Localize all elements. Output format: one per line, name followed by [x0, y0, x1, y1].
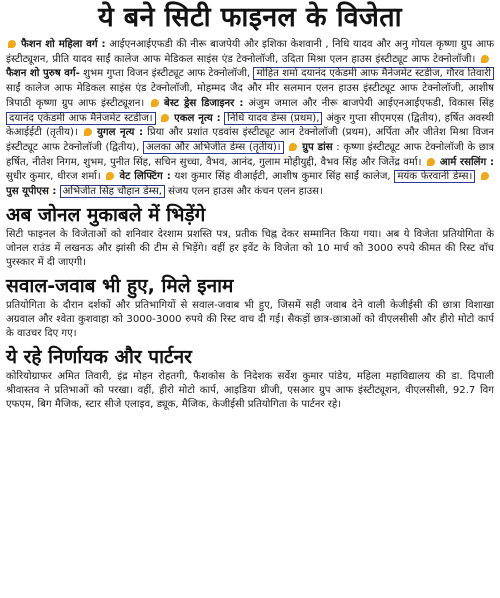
result-text: यश कुमार सिंह वीआईटी, आशीष कुमार सिंह साईं कालेज, [174, 171, 391, 183]
result-text: अंजुम जमाल और नीरू बाजपेयी आईएनआईएफडी, विकास सिंह [248, 97, 495, 109]
highlighted-name: मोहित शर्मा दयानंद एकेडमी आफ मैनेजमेंट स्टडीज, गौरव तिवारी [253, 67, 494, 80]
result-item [6, 39, 494, 65]
result-text: साईं कालेज आफ मेडिकल साइंस एंड टेक्नोलॉजी, मोहम्मद जैद और मीर सलमान एलन हाउस इंस्टीट्यूट आफ टेक्नोलॉजी, आशीष त्रिपाठी कृष्णा ग्रुप आफ इंस्टीट्यूशन। [6, 83, 494, 109]
category-label: बेस्ट ड्रेस डिजाइनर : [164, 97, 244, 109]
result-text: संजय एलन हाउस और कंचन एलन हाउस। [168, 186, 323, 198]
results-list [6, 38, 494, 200]
bullet-icon [427, 158, 435, 166]
result-text: : कृष्णा इंस्टीट्यूट आफ टेक्नोलॉजी के छात्र हर्षित, नीतेश निगम, शुभम, पुनीत सिंह, सचिन सुच्चा, वैभव, आनंद, गुलाम मोहीयुद्दी, वैभव सिंह और जितेंद्र वर्मा। [6, 141, 495, 168]
result-text: सुधीर कुमार, धीरज शर्मा। [6, 171, 101, 183]
highlighted-name: दयानंद एकेडमी आफ मैनेजमेंट स्टडीज। [6, 112, 156, 125]
section-heading: ये रहे निर्णायक और पार्टनर [6, 345, 192, 368]
bullet-icon [8, 40, 16, 48]
result-text: शुभम गुप्ता विजन इंस्टीट्यूट आफ टेक्नोलॉजी, [83, 68, 251, 80]
category-label: एकल नृत्य : [174, 112, 221, 124]
bullet-icon [289, 143, 297, 151]
category-label: पुस यूपीएस : [6, 186, 57, 198]
category-label: ग्रुप डांस [302, 141, 333, 153]
category-label: आर्म रसलिंग : [439, 156, 494, 168]
result-text: अंकुर गुप्ता सीएमएस (द्वितीय), हर्षित अवस्थी केआईईटी (तृतीय)। [6, 112, 495, 139]
category-label: फैशन शो पुरुष वर्ग- [6, 68, 80, 80]
result-text: प्रिया और प्रशांत एडवांस इंस्टीट्यूट आन टेक्नोलॉजी (प्रथम), अर्पिता और जीतेश मिश्रा विजन इंस्टीट्यूट आफ टेक्नोलॉजी (द्वितीय), [6, 127, 495, 153]
category-label: युगल नृत्य : [97, 127, 144, 139]
bullet-icon [106, 172, 114, 180]
highlighted-name: अभिजीत सिंह चौहान डेम्स, [60, 185, 165, 198]
headline: ये बने सिटी फाइनल के विजेता [98, 2, 402, 33]
section-body: कोरियोग्राफर अमित तिवारी, इंद्र मोहन रोहतगी, फैशकोस के निदेशक सर्वेश कुमार पांडेय, महिला महाविद्यालय की डा. दिपाली श्रीवास्तव ने प्रतिभाओं को परखा। वहीं, हीरो मोटो कार्प, आइडिया थ्रीजी, एसआर ग्रुप आफ इंस्टीट्यूशन, वीएलसीसी, 92.7 विग एफएम, बिग मैजिक, स्टार सीजे एलाइव, ड्यूक, मैजिक, केजीईसी प्रतियोगिता के पार्टनर रहे। [6, 370, 494, 411]
section-body: सिटी फाइनल के विजेताओं को शनिवार देरशाम प्रशस्ति पत्र, प्रतीक चिह्न देकर सम्मानित किया गया। अब ये विजेता प्रतियोगिता के जोनल राउंड में लखनऊ और झांसी की टीम से भिड़ेंगे। वहीं हर इवेंट के विजेता को 10 मार्च को 3000 रुपये कीमत की रिस्ट वॉच पुरस्कार में दी जाएगी। [6, 228, 494, 269]
highlighted-name: मयंक फेरवानी डेम्स। [394, 170, 475, 183]
category-label: वेट लिफ्टिंग : [119, 171, 171, 183]
bullet-icon [151, 99, 159, 107]
section-heading: सवाल-जवाब भी हुए, मिले इनाम [6, 274, 234, 297]
result-item [104, 171, 475, 182]
highlighted-name: निधि यादव डेम्स (प्रथम), [224, 112, 322, 125]
highlighted-name: अलका और अभिजीत डेम्स (तृतीय)। [143, 141, 284, 154]
result-text: आईएनआईएफडी की नीरू बाजपेयी और इशिका केशवानी , निधि यादव और अनु गोयल कृष्णा ग्रुप आफ इंस्टीट्यूशन, प्रीति यादव साईं कालेज आफ मेडिकल साइंस एंड टेक्नोलॉजी, उदिता मिश्रा एलन हाउस इंस्टीट्यूट आफ टेक्नोलॉजी। [6, 39, 494, 65]
bullet-icon [481, 172, 489, 180]
category-label: फैशन शो महिला वर्ग : [21, 39, 106, 50]
section-heading: अब जोनल मुकाबले में भिड़ेंगे [6, 203, 206, 226]
bullet-icon [84, 128, 92, 136]
bullet-icon [481, 55, 489, 63]
bullet-icon [161, 114, 169, 122]
section-body: प्रतियोगिता के दौरान दर्शकों और प्रतिभागियों से सवाल-जवाब भी हुए, जिसमें सही जवाब देने वाली केजीईसी की छात्रा विशाखा अग्रवाल और श्वेता कुशवाहा को 3000-3000 रुपये की रिस्ट वाच दी गई। सैकड़ों छात्र-छात्राओं को वीएलसीसी और हीरो मोटो कार्प के वाउचर दिए गए। [6, 299, 494, 340]
